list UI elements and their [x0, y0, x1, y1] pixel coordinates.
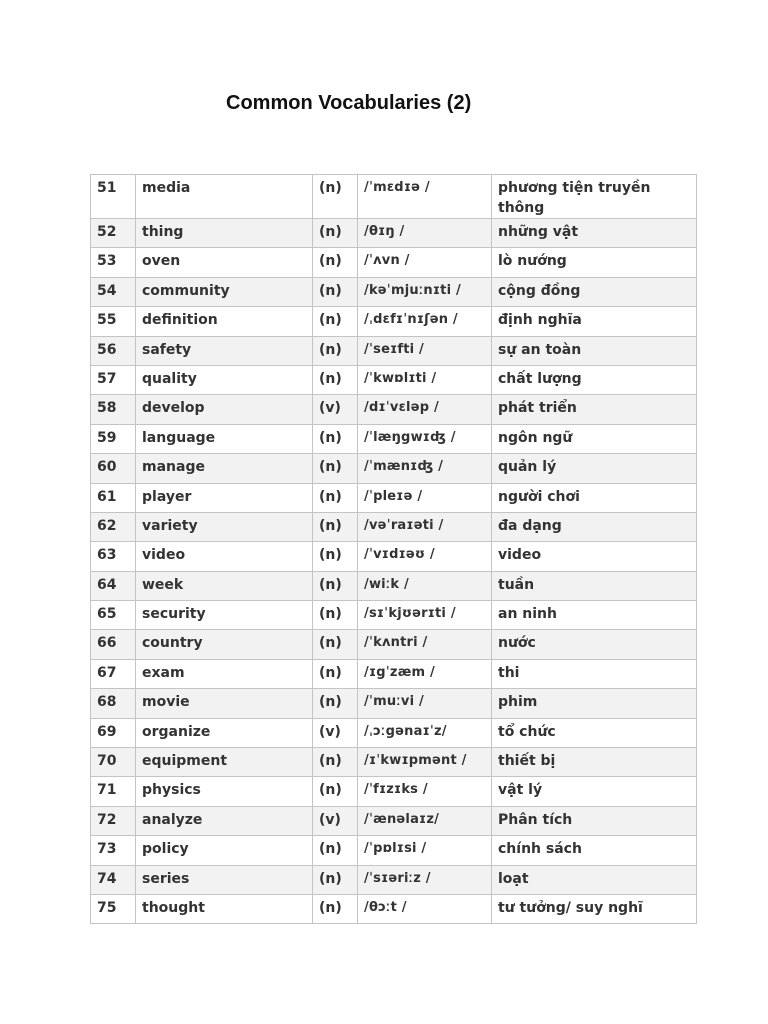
vietnamese-meaning: tư tưởng/ suy nghĩ	[492, 894, 697, 923]
part-of-speech: (n)	[313, 571, 358, 600]
vietnamese-meaning: tổ chức	[492, 718, 697, 747]
vocabulary-word: variety	[136, 512, 313, 541]
part-of-speech: (v)	[313, 395, 358, 424]
vocabulary-word: policy	[136, 836, 313, 865]
vietnamese-meaning: cộng đồng	[492, 277, 697, 306]
pronunciation: /ˈpɒlɪsi /	[358, 836, 492, 865]
entry-number: 70	[91, 748, 136, 777]
part-of-speech: (n)	[313, 836, 358, 865]
entry-number: 75	[91, 894, 136, 923]
vocabulary-word: physics	[136, 777, 313, 806]
part-of-speech: (n)	[313, 424, 358, 453]
table-row	[91, 277, 697, 306]
table-row	[91, 336, 697, 365]
vietnamese-meaning: phát triển	[492, 395, 697, 424]
vocabulary-word: security	[136, 601, 313, 630]
part-of-speech: (n)	[313, 365, 358, 394]
pronunciation: /ˈfɪzɪks /	[358, 777, 492, 806]
pronunciation: /ˈvɪdɪəʊ /	[358, 542, 492, 571]
entry-number: 62	[91, 512, 136, 541]
vocabulary-word: language	[136, 424, 313, 453]
vocabulary-word: week	[136, 571, 313, 600]
part-of-speech: (n)	[313, 512, 358, 541]
table-row	[91, 865, 697, 894]
entry-number: 51	[91, 175, 136, 219]
table-row	[91, 659, 697, 688]
table-row	[91, 894, 697, 923]
pronunciation: /ˌɔːgənaɪˈz/	[358, 718, 492, 747]
pronunciation: /sɪˈkjʊərɪti /	[358, 601, 492, 630]
pronunciation: /ˈsɪəriːz /	[358, 865, 492, 894]
vocabulary-word: oven	[136, 248, 313, 277]
vocabulary-word: manage	[136, 454, 313, 483]
vietnamese-meaning: chất lượng	[492, 365, 697, 394]
vocabulary-word: definition	[136, 307, 313, 336]
vietnamese-meaning: an ninh	[492, 601, 697, 630]
part-of-speech: (n)	[313, 689, 358, 718]
table-row	[91, 748, 697, 777]
vietnamese-meaning: Phân tích	[492, 806, 697, 835]
pronunciation: /ˈmuːvi /	[358, 689, 492, 718]
vietnamese-meaning: những vật	[492, 219, 697, 248]
vietnamese-meaning: quản lý	[492, 454, 697, 483]
pronunciation: /ɪˈkwɪpmənt /	[358, 748, 492, 777]
pronunciation: /kəˈmjuːnɪti /	[358, 277, 492, 306]
table-row	[91, 630, 697, 659]
vocabulary-word: country	[136, 630, 313, 659]
entry-number: 66	[91, 630, 136, 659]
entry-number: 64	[91, 571, 136, 600]
vietnamese-meaning: chính sách	[492, 836, 697, 865]
table-row	[91, 454, 697, 483]
part-of-speech: (n)	[313, 483, 358, 512]
part-of-speech: (n)	[313, 630, 358, 659]
pronunciation: /wiːk /	[358, 571, 492, 600]
vocabulary-word: analyze	[136, 806, 313, 835]
part-of-speech: (n)	[313, 277, 358, 306]
pronunciation: /ˈkwɒlɪti /	[358, 365, 492, 394]
vietnamese-meaning: thi	[492, 659, 697, 688]
part-of-speech: (n)	[313, 894, 358, 923]
table-row	[91, 248, 697, 277]
vocabulary-word: develop	[136, 395, 313, 424]
table-row	[91, 307, 697, 336]
vocabulary-word: movie	[136, 689, 313, 718]
entry-number: 73	[91, 836, 136, 865]
part-of-speech: (n)	[313, 219, 358, 248]
vocabulary-word: thought	[136, 894, 313, 923]
entry-number: 71	[91, 777, 136, 806]
vietnamese-meaning: ngôn ngữ	[492, 424, 697, 453]
vocabulary-word: media	[136, 175, 313, 219]
entry-number: 61	[91, 483, 136, 512]
vocabulary-word: equipment	[136, 748, 313, 777]
vietnamese-meaning: loạt	[492, 865, 697, 894]
vocabulary-word: exam	[136, 659, 313, 688]
entry-number: 60	[91, 454, 136, 483]
part-of-speech: (n)	[313, 748, 358, 777]
vietnamese-meaning: thiết bị	[492, 748, 697, 777]
table-row	[91, 689, 697, 718]
vietnamese-meaning: lò nướng	[492, 248, 697, 277]
part-of-speech: (v)	[313, 718, 358, 747]
entry-number: 57	[91, 365, 136, 394]
table-row	[91, 601, 697, 630]
vocabulary-table-body	[91, 175, 697, 924]
pronunciation: /θɔːt /	[358, 894, 492, 923]
vocabulary-word: video	[136, 542, 313, 571]
entry-number: 56	[91, 336, 136, 365]
table-row	[91, 219, 697, 248]
part-of-speech: (n)	[313, 307, 358, 336]
vietnamese-meaning: nước	[492, 630, 697, 659]
vocabulary-word: safety	[136, 336, 313, 365]
entry-number: 67	[91, 659, 136, 688]
table-row	[91, 424, 697, 453]
pronunciation: /θɪŋ /	[358, 219, 492, 248]
vietnamese-meaning: sự an toàn	[492, 336, 697, 365]
pronunciation: /ˈænəlaɪz/	[358, 806, 492, 835]
vocabulary-table	[90, 174, 697, 924]
vocabulary-word: series	[136, 865, 313, 894]
table-row	[91, 806, 697, 835]
entry-number: 68	[91, 689, 136, 718]
table-row	[91, 512, 697, 541]
pronunciation: /ˈkʌntri /	[358, 630, 492, 659]
vietnamese-meaning: phương tiện truyền thông	[492, 175, 697, 219]
entry-number: 58	[91, 395, 136, 424]
vietnamese-meaning: vật lý	[492, 777, 697, 806]
table-row	[91, 365, 697, 394]
table-row	[91, 718, 697, 747]
entry-number: 65	[91, 601, 136, 630]
part-of-speech: (n)	[313, 175, 358, 219]
table-row	[91, 836, 697, 865]
part-of-speech: (n)	[313, 601, 358, 630]
pronunciation: /ˈpleɪə /	[358, 483, 492, 512]
table-row	[91, 395, 697, 424]
part-of-speech: (n)	[313, 336, 358, 365]
pronunciation: /dɪˈvɛləp /	[358, 395, 492, 424]
vocabulary-word: quality	[136, 365, 313, 394]
table-row	[91, 542, 697, 571]
part-of-speech: (n)	[313, 454, 358, 483]
entry-number: 69	[91, 718, 136, 747]
entry-number: 53	[91, 248, 136, 277]
pronunciation: /ˌdɛfɪˈnɪʃən /	[358, 307, 492, 336]
pronunciation: /ˈmænɪʤ /	[358, 454, 492, 483]
entry-number: 59	[91, 424, 136, 453]
page-title: Common Vocabularies (2)	[226, 92, 472, 114]
vocabulary-word: community	[136, 277, 313, 306]
vocabulary-word: thing	[136, 219, 313, 248]
vocabulary-word: organize	[136, 718, 313, 747]
part-of-speech: (n)	[313, 659, 358, 688]
vietnamese-meaning: đa dạng	[492, 512, 697, 541]
entry-number: 74	[91, 865, 136, 894]
table-row	[91, 777, 697, 806]
vietnamese-meaning: video	[492, 542, 697, 571]
entry-number: 54	[91, 277, 136, 306]
pronunciation: /ˈlæŋgwɪʤ /	[358, 424, 492, 453]
part-of-speech: (n)	[313, 248, 358, 277]
table-row	[91, 571, 697, 600]
entry-number: 72	[91, 806, 136, 835]
part-of-speech: (v)	[313, 806, 358, 835]
vietnamese-meaning: tuần	[492, 571, 697, 600]
vietnamese-meaning: định nghĩa	[492, 307, 697, 336]
entry-number: 52	[91, 219, 136, 248]
table-row	[91, 483, 697, 512]
entry-number: 63	[91, 542, 136, 571]
vietnamese-meaning: phim	[492, 689, 697, 718]
table-row	[91, 175, 697, 219]
part-of-speech: (n)	[313, 865, 358, 894]
pronunciation: /ˈʌvn /	[358, 248, 492, 277]
part-of-speech: (n)	[313, 542, 358, 571]
vocabulary-word: player	[136, 483, 313, 512]
pronunciation: /vəˈraɪəti /	[358, 512, 492, 541]
vietnamese-meaning: người chơi	[492, 483, 697, 512]
pronunciation: /ɪgˈzæm /	[358, 659, 492, 688]
pronunciation: /ˈmɛdɪə /	[358, 175, 492, 219]
entry-number: 55	[91, 307, 136, 336]
part-of-speech: (n)	[313, 777, 358, 806]
pronunciation: /ˈseɪfti /	[358, 336, 492, 365]
